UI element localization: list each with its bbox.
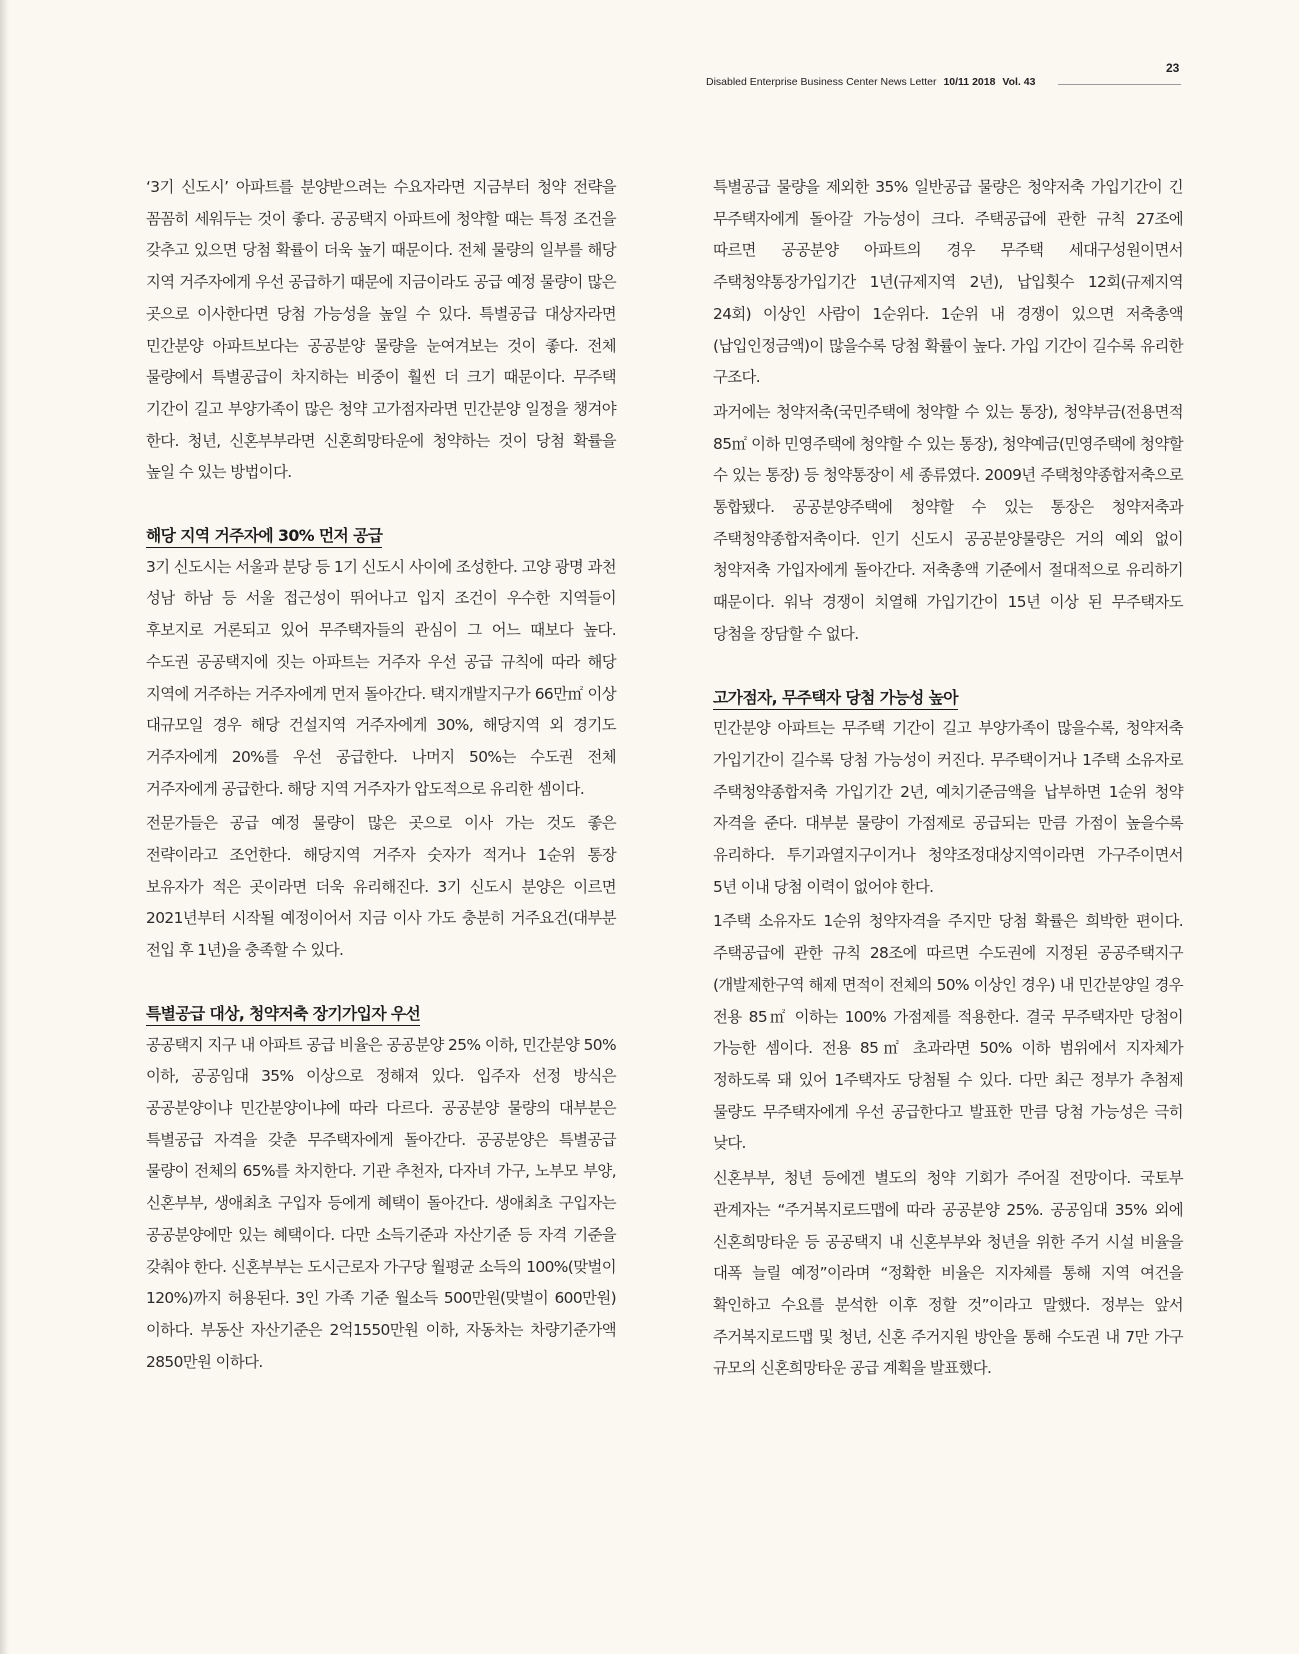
paragraph: 1주택 소유자도 1순위 청약자격을 주지만 당첨 확률은 희박한 편이다. 주택공급에 관한 규칙 28조에 따르면 수도권에 지정된 공공주택지구(개발제한구역 해제 면적이 전체의 50% 이상인 경우) 내 민간분양일 경우 전용 85㎡ 이하는 100% 가점제를 적용한다. 결국 무주택자만 당첨이 가능한 셈이다. 전용 85㎡ 초과라면 50% 이하 범위에서 지자체가 정하도록 돼 있어 1주택자도 당첨될 수 있다. 다만 최근 정부가 추첨제 물량도 무주택자에게 우선 공급한다고 발표한 만큼 당첨 가능성은 극히 낮다.: [713, 912, 1183, 1153]
section-heading-text: 고가점자, 무주택자 당첨 가능성 높아: [713, 687, 958, 710]
section-heading: [146, 998, 616, 1030]
paragraph: 신혼부부, 청년 등에겐 별도의 청약 기회가 주어질 전망이다. 국토부 관계자는 “주거복지로드맵에 따라 공공분양 25%. 공공임대 35% 외에 신혼희망타운 등 공공택지 내 신혼부부와 청년을 위한 주거 시설 비율을 대폭 늘릴 예정”이라며 “정확한 비율은 지자체를 통해 지역 여건을 확인하고 수요를 분석한 이후 정할 것”이라고 말했다. 정부는 앞서 주거복지로드맵 및 청년, 신혼 주거지원 방안을 통해 수도권 내 7만 가구 규모의 신혼희망타운 공급 계획을 발표했다.: [713, 1169, 1183, 1378]
paragraph: 과거에는 청약저축(국민주택에 청약할 수 있는 통장), 청약부금(전용면적 85㎡ 이하 민영주택에 청약할 수 있는 통장), 청약예금(민영주택에 청약할 수 있는 통장) 등 청약통장이 세 종류였다. 2009년 주택청약종합저축으로 통합됐다. 공공분양주택에 청약할 수 있는 통장은 청약저축과 주택청약종합저축이다. 인기 신도시 공공분양물량은 거의 예외 없이 청약저축 가입자에게 돌아간다. 저축총액 기준에서 절대적으로 유리하기 때문이다. 워낙 경쟁이 치열해 가입기간이 15년 이상 된 무주택자도 당첨을 장담할 수 없다.: [713, 402, 1183, 643]
section-gap: [713, 654, 1183, 682]
left-column: [146, 172, 616, 1381]
running-header: [706, 76, 1035, 88]
section-heading-text: 특별공급 대상, 청약저축 장기가입자 우선: [146, 1003, 420, 1026]
right-column: [713, 172, 1183, 1388]
paragraph: ‘3기 신도시’ 아파트를 분양받으려는 수요자라면 지금부터 청약 전략을 꼼꼼히 세워두는 것이 좋다. 공공택지 아파트에 청약할 때는 특정 조건을 갖추고 있으면 당첨 확률이 더욱 높기 때문이다. 전체 물량의 일부를 해당 지역 거주자에게 우선 공급하기 때문에 지금이라도 공급 예정 물량이 많은 곳으로 이사한다면 당첨 가능성을 높일 수 있다. 특별공급 대상자라면 민간분양 아파트보다는 공공분양 물량을 눈여겨보는 것이 좋다. 전체 물량에서 특별공급이 차지하는 비중이 훨씬 더 크기 때문이다. 무주택 기간이 길고 부양가족이 많은 청약 고가점자라면 민간분양 일정을 챙겨야 한다. 청년, 신혼부부라면 신혼희망타운에 청약하는 것이 당첨 확률을 높일 수 있는 방법이다.: [146, 178, 616, 482]
section-gap: [146, 492, 616, 520]
paragraph: 전문가들은 공급 예정 물량이 많은 곳으로 이사 가는 것도 좋은 전략이라고 조언한다. 해당지역 거주자 숫자가 적거나 1순위 통장 보유자가 적은 곳이라면 더욱 유리해진다. 3기 신도시 분양은 이르면 2021년부터 시작될 예정이어서 지금 이사 가도 충분히 거주요건(대부분 전입 후 1년)을 충족할 수 있다.: [146, 814, 616, 960]
issue-volume: Vol. 43: [1002, 76, 1036, 88]
header-rule: [1058, 84, 1181, 85]
paragraph: 민간분양 아파트는 무주택 기간이 길고 부양가족이 많을수록, 청약저축 가입기간이 길수록 당첨 가능성이 커진다. 무주택이거나 1주택 소유자로 주택청약종합저축 가입기간 2년, 예치기준금액을 납부하면 1순위 청약 자격을 준다. 대부분 물량이 가점제로 공급되는 만큼 가점이 높을수록 유리하다. 투기과열지구이거나 청약조정대상지역이라면 가구주이면서 5년 이내 당첨 이력이 없어야 한다.: [713, 719, 1183, 896]
section-gap: [146, 970, 616, 998]
paragraph: 특별공급 물량을 제외한 35% 일반공급 물량은 청약저축 가입기간이 긴 무주택자에게 돌아갈 가능성이 크다. 주택공급에 관한 규칙 27조에 따르면 공공분양 아파트의 경우 무주택 세대구성원이면서 주택청약통장가입기간 1년(규제지역 2년), 납입횟수 12회(규제지역 24회) 이상인 사람이 1순위다. 1순위 내 경쟁이 있으면 저축총액(납입인정금액)이 많을수록 당첨 확률이 높다. 가입 기간이 길수록 유리한 구조다.: [713, 178, 1183, 387]
paragraph: 공공택지 지구 내 아파트 공급 비율은 공공분양 25% 이하, 민간분양 50% 이하, 공공임대 35% 이상으로 정해져 있다. 입주자 선정 방식은 공공분양이냐 민간분양이냐에 따라 다르다. 공공분양 물량의 대부분은 특별공급 자격을 갖춘 무주택자에게 돌아간다. 공공분양은 특별공급 물량이 전체의 65%를 차지한다. 기관 추천자, 다자녀 가구, 노부모 부양, 신혼부부, 생애최초 구입자 등에게 혜택이 돌아간다. 생애최초 구입자는 공공분양에만 있는 혜택이다. 다만 소득기준과 자산기준 등 자격 기준을 갖춰야 한다. 신혼부부는 도시근로자 가구당 월평균 소득의 100%(맞벌이 120%)까지 허용된다. 3인 가족 기준 월소득 500만원(맞벌이 600만원) 이하다. 부동산 자산기준은 2억1550만원 이하, 자동차는 차량기준가액 2850만원 이하다.: [146, 1035, 616, 1371]
section-heading: [713, 682, 1183, 714]
section-heading-text: 해당 지역 거주자에 30% 먼저 공급: [146, 525, 382, 548]
page-number: 23: [1166, 61, 1180, 75]
section-heading: [146, 520, 616, 552]
publication-name: Disabled Enterprise Business Center News Letter: [706, 76, 937, 88]
page-edge-shadow: [0, 0, 10, 1654]
paragraph: 3기 신도시는 서울과 분당 등 1기 신도시 사이에 조성한다. 고양 광명 과천 성남 하남 등 서울 접근성이 뛰어나고 입지 조건이 우수한 지역들이 후보지로 거론되고 있어 무주택자들의 관심이 그 어느 때보다 높다. 수도권 공공택지에 짓는 아파트는 거주자 우선 공급 규칙에 따라 해당 지역에 거주하는 거주자에게 먼저 돌아간다. 택지개발지구가 66만㎡ 이상 대규모일 경우 해당 건설지역 거주자에게 30%, 해당지역 외 경기도 거주자에게 20%를 우선 공급한다. 나머지 50%는 수도권 전체 거주자에게 공급한다. 해당 지역 거주자가 압도적으로 유리한 셈이다.: [146, 557, 616, 798]
issue-date: 10/11 2018: [943, 76, 996, 88]
